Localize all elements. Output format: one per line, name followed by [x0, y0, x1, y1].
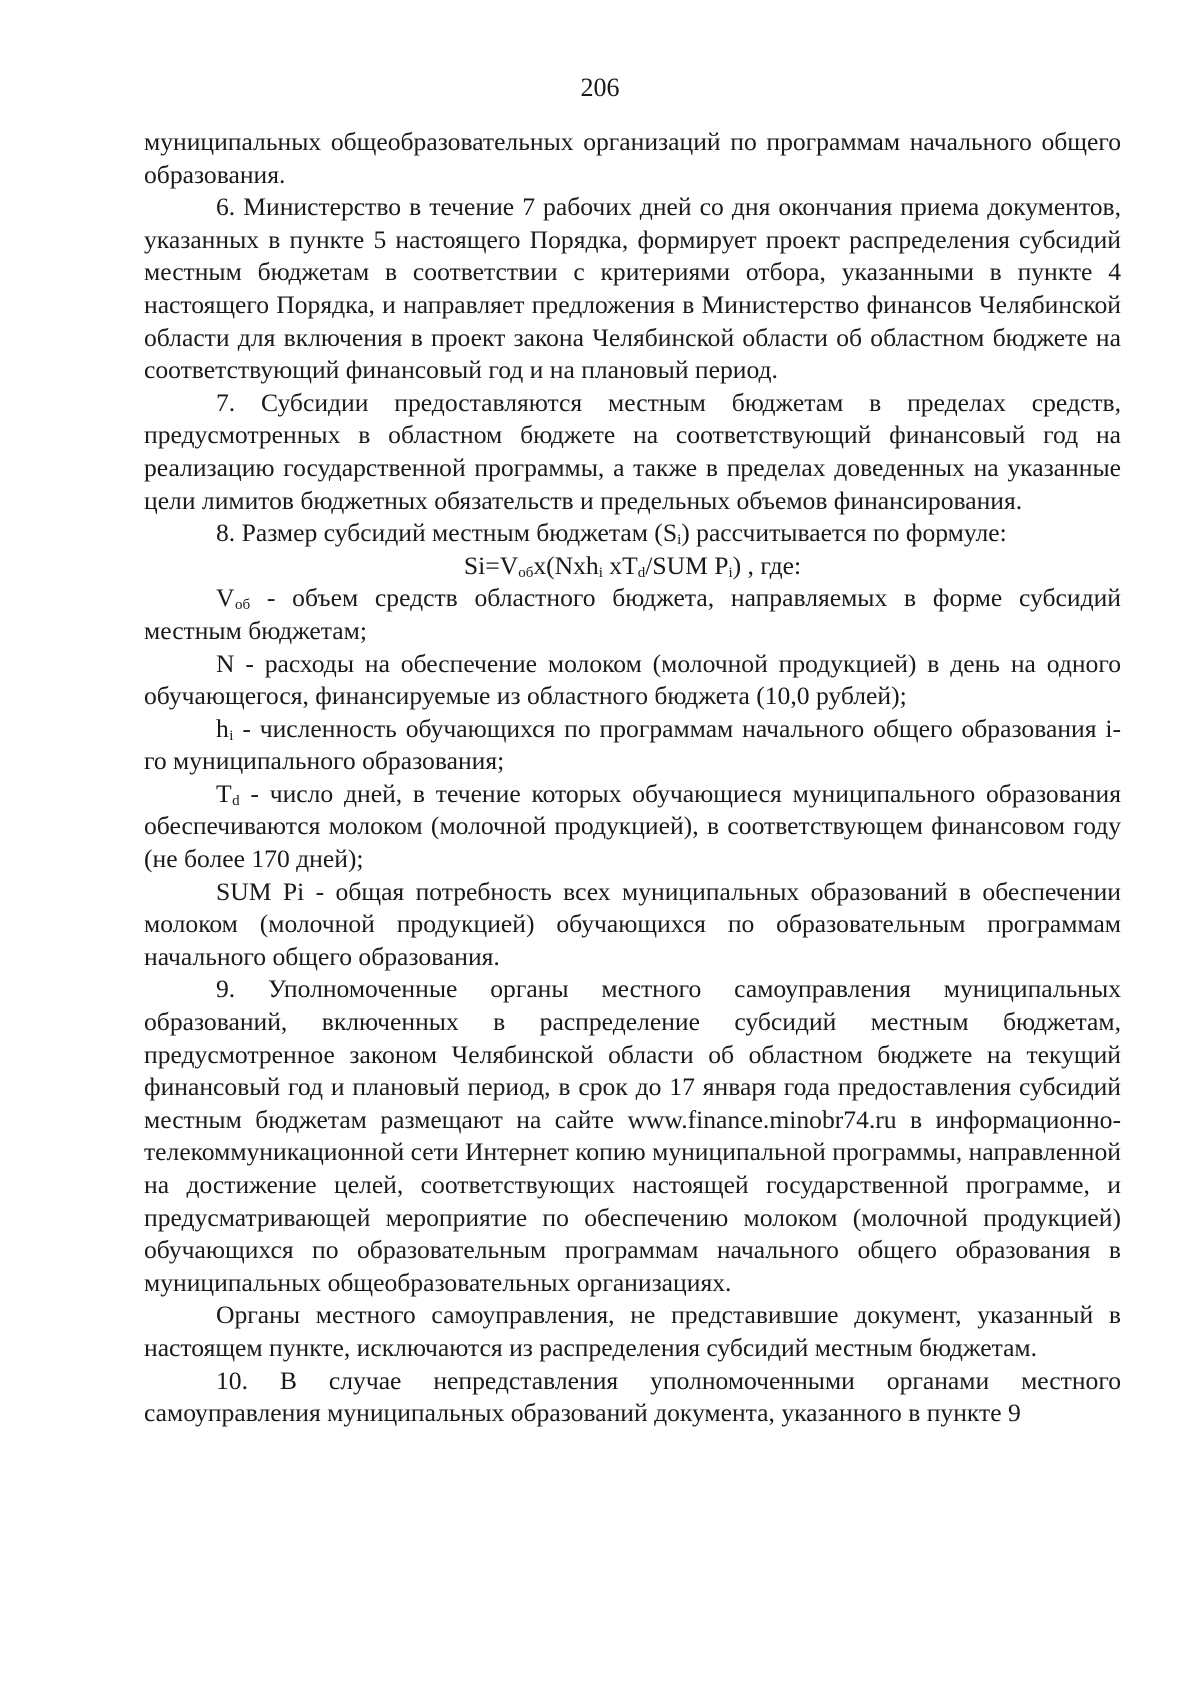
definition-t-text: - число дней, в течение которых обучающиеся муниципального образования обеспечиваются молоком (молочной продукцией), в соответствующем финансовом году (не более 170 дней);: [144, 778, 1121, 874]
definition-v-text: - объем средств областного бюджета, направляемых в форме субсидий местным бюджетам;: [144, 583, 1121, 645]
formula-part-d: /SUM P: [645, 550, 729, 580]
definition-t-subscript: d: [232, 792, 240, 809]
formula: [144, 550, 1121, 583]
paragraph-10: 10. В случае непредставления уполномоченными органами местного самоуправления муниципальных образований документа, указанного в пункте 9: [144, 1365, 1121, 1428]
formula-part-b: x(Nxh: [533, 550, 599, 580]
definition-n: N - расходы на обеспечение молоком (молочной продукцией) в день на одного обучающегося, финансируемые из областного бюджета (10,0 рублей);: [144, 648, 1121, 711]
paragraph-continuation: муниципальных общеобразовательных организаций по программам начального общего образования.: [144, 127, 1121, 189]
formula-sub-a: об: [518, 564, 534, 581]
definition-t: [144, 778, 1121, 876]
formula-sub-c: d: [637, 564, 646, 581]
paragraph-8-text-before: 8. Размер субсидий местным бюджетам (S: [216, 518, 678, 548]
formula-sub-d: i: [728, 564, 733, 581]
formula-part-e: ) , где:: [732, 550, 802, 580]
definition-t-symbol: T: [216, 778, 233, 808]
paragraph-6: 6. Министерство в течение 7 рабочих дней со дня окончания приема документов, указанных в пункте 5 настоящего Порядка, формирует проект распределения субсидий местным бюджетам в соответствии с критериями отбора, указанными в пункте 4 настоящего Порядка, и направляет предложения в Министерство финансов Челябинской области для включения в проект закона Челябинской области об областном бюджете на соответствующий финансовый год и на плановый период.: [144, 192, 1121, 385]
paragraph-8-text-after: ) рассчитывается по формуле:: [681, 518, 1007, 548]
definition-h-text: - численность обучающихся по программам начального общего образования i-го муниципального образования;: [144, 713, 1121, 776]
definition-h: [144, 713, 1121, 778]
definition-h-subscript: i: [229, 727, 234, 744]
definition-v-symbol: V: [216, 583, 235, 613]
paragraph-9-continuation: Органы местного самоуправления, не представившие документ, указанный в настоящем пункте, исключаются из распределения субсидий местным бюджетам.: [144, 1300, 1121, 1362]
definition-sum: SUM Pi - общая потребность всех муниципальных образований в обеспечении молоком (молочной продукцией) обучающихся по образовательным программам начального общего образования.: [144, 876, 1121, 971]
paragraph-8-subscript: i: [677, 532, 682, 549]
formula-sub-b: i: [598, 564, 603, 581]
page-number: 206: [580, 73, 620, 102]
paragraph-8: [144, 517, 1121, 550]
paragraph-9: 9. Уполномоченные органы местного самоуправления муниципальных образований, включенных в распределение субсидий местным бюджетам, предусмотренное законом Челябинской области об областном бюджете на текущий финансовый год и плановый период, в срок до 17 января года предоставления субсидий местным бюджетам размещают на сайте www.finance.minobr74.ru в информационно-телекоммуникационной сети Интернет копию муниципальной программы, направленной на достижение целей, соответствующих настоящей государственной программе, и предусматривающей мероприятие по обеспечению молоком (молочной продукцией) обучающихся по образовательным программам начального общего образования в муниципальных общеобразовательных организациях.: [144, 974, 1121, 1297]
definition-h-symbol: h: [216, 713, 230, 743]
definition-v-subscript: об: [234, 597, 251, 614]
formula-part-c: xT: [602, 550, 638, 580]
definition-v: [144, 582, 1121, 647]
formula-part-a: Si=V: [463, 550, 519, 580]
paragraph-7: 7. Субсидии предоставляются местным бюджетам в пределах средств, предусмотренных в областном бюджете на соответствующий финансовый год на реализацию государственной программы, а также в пределах доведенных на указанные цели лимитов бюджетных обязательств и предельных объемов финансирования.: [144, 387, 1121, 515]
document-body: [144, 126, 1121, 1430]
